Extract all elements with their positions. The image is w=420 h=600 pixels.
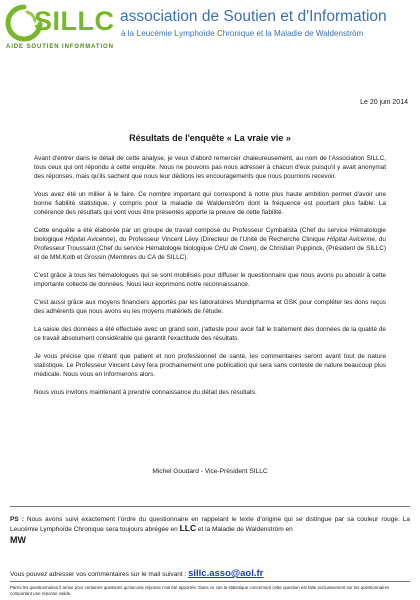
paragraph-invitation: Nous vous invitons maintenant à prendre connaissance du détail des résultats. <box>34 389 257 396</box>
sillc-logo <box>4 4 116 54</box>
document-title: Résultats de l'enquête « La vraie vie » <box>129 133 291 143</box>
paragraph-intro: Avant d'entrer dans le détail de cette analyse, je veux d'abord remercier chaleureusement, au nom de l'Association SILLC, tous ceux qui ont répondu à cette enquête. Nous ne pouvons pas nous adresser à chacun d'eux puisqu'il y avait anonymat des réponses, mais qu'ils sachent que nous leur dédions les encouragements que nous pourrions recevoir. <box>34 155 386 180</box>
paragraph-hematologists: C'est grâce à tous les hématologues qui se sont mobilisés pour diffuser le questionnaire que nous avons pu aboutir à cette importante collecte de données. Nous leur exprimons notre reconnaissance. <box>34 272 386 288</box>
letter-body <box>34 154 386 397</box>
organization-name: association de Soutien et d'Information <box>120 8 387 25</box>
signature: Michel Goudard - Vice-Président SILLC <box>152 468 268 475</box>
email-link[interactable]: sillc.asso@aol.fr <box>188 568 264 579</box>
logo-tagline: AIDE SOUTIEN INFORMATION <box>6 44 114 50</box>
paragraph-participation: Vous avez été un millier à le faire. Ce nombre important qui correspond à notre plus haute ambition permet d'avoir une bonne fiabilité statistique, y compris pour la maladie de Waldenström dont la fréquence est pourtant plus faible. La cohérence des résultats qui vont vous être présentés apporte la preuve de cette fiabilité. <box>34 191 386 216</box>
footnote: Parmi les questionnaires il arrive pour certaines questions qu'aucune réponse n'ait été apportée. Dans ce cas la statistique concernant cette question est faite exclusivement sur les questionnaires comportant une réponse valide. <box>10 585 390 596</box>
paragraph-data-entry: La saisie des données a été effectuée avec un grand soin, j'atteste pour avoir fait le traitement des données de la qualité de ce travail absolument considérable qui garantit l'exactitude des résultats. <box>34 326 386 342</box>
letterhead <box>4 4 416 54</box>
divider <box>10 506 410 507</box>
contact-line: Vous pouvez adresser vos commentaires sur le mail suivant : sillc.asso@aol.fr <box>10 568 264 579</box>
logo-wordmark: SILLC <box>34 6 115 36</box>
divider <box>10 581 410 582</box>
postscript: PS : Nous avons suivi exactement l'ordre du questionnaire en rappelant le texte d'origine qui se distingue par sa couleur rouge. La Leucémie Lymphoïde Chronique sera toujours abrégée en LLC et la Maladie de Waldenström en MW <box>10 516 410 545</box>
paragraph-working-group: Cette enquête a été élaborée par un groupe de travail composé du Professeur Cymbalista (Chef du service Hématologie biologique Hôpital Avicenne), du Professeur Vincent Lévy (Directeur de l'Unité de Recherche Clinique Hôpital Avicenne, du Professeur Troussard (Chef du service Hématologie biologique CHU de Coen), de Christian Puppinck, (Président de SILLC) et de MM.Kolb et Grossin (Membres du CA de SILLC). <box>34 227 386 261</box>
paragraph-disclaimer: Je vous précise que n'étant que patient et non professionnel de santé, les commentaires seront avant tout de nature statistique. Le Professeur Vincent Lévy fera prochainement une publication qui sera sans conteste de nature beaucoup plus médicale. Nous vous en informerons alors. <box>34 353 386 378</box>
organization-subtitle: à la Leucémie Lymphoïde Chronique et la Maladie de Waldenström <box>121 29 364 38</box>
paragraph-funding: C'est aussi grâce aux moyens financiers apportés par les laboratoires Mundipharma et GSK pour compléter les dons reçus des adhérents que nous avons eu les moyens matériels de l'étude. <box>34 299 386 315</box>
letter-date: Le 20 juin 2014 <box>360 99 408 106</box>
